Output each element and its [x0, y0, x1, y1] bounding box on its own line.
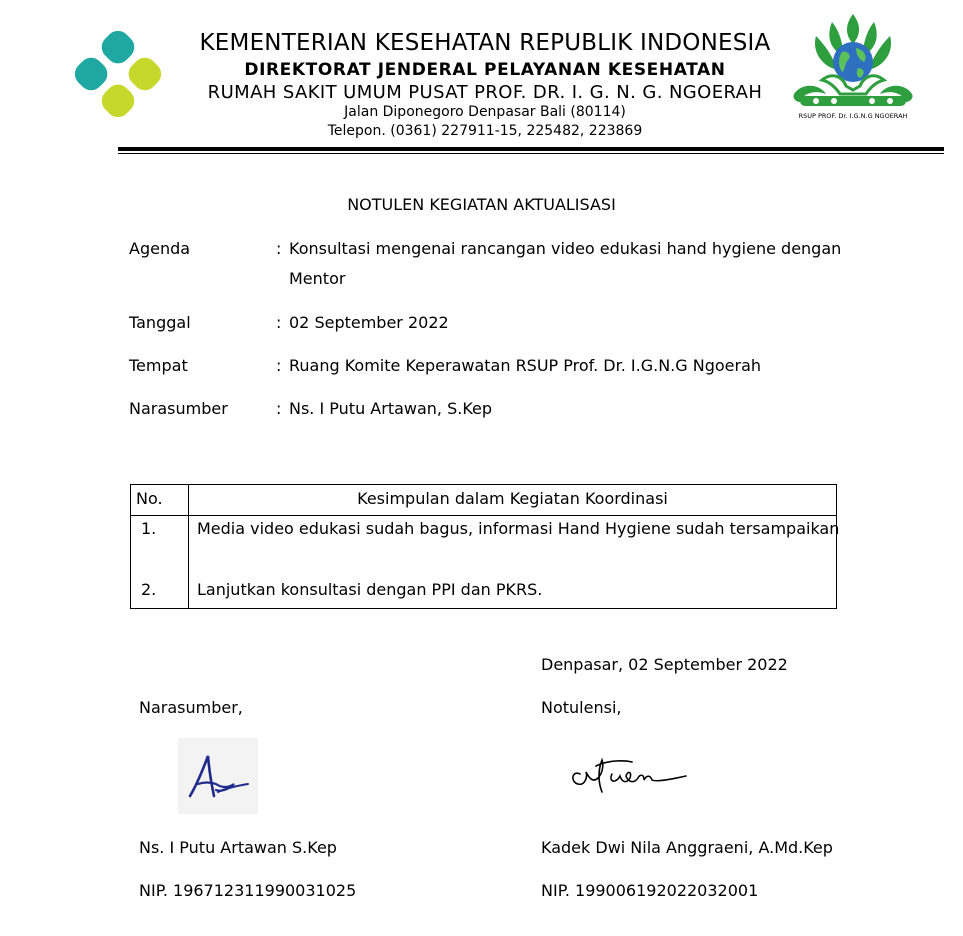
hospital-phone: Telepon. (0361) 227911-15, 225482, 223869 — [327, 123, 643, 139]
table-header-no: No. — [136, 489, 163, 508]
table-row-no: 1. — [141, 519, 157, 538]
field-value-agenda: Konsultasi mengenai rancangan video edukasi hand hygiene dengan Mentor — [289, 239, 842, 288]
field-value-tanggal: 02 September 2022 — [289, 313, 449, 332]
field-label-tanggal: Tanggal — [129, 313, 191, 332]
table-row-text: Lanjutkan konsultasi dengan PPI dan PKRS. — [197, 580, 543, 599]
narasumber-nip: NIP. 196712311990031025 — [139, 881, 357, 900]
letterhead-rule-thin — [118, 153, 944, 154]
notulensi-signature — [568, 752, 690, 800]
document-title: NOTULEN KEGIATAN AKTUALISASI — [347, 195, 616, 214]
rsup-logo-caption: RSUP PROF. Dr. I.G.N.G NGOERAH — [798, 112, 908, 120]
letterhead-rule-thick — [118, 147, 944, 151]
notulensi-role: Notulensi, — [541, 698, 622, 717]
narasumber-role: Narasumber, — [139, 698, 243, 717]
table-header-conclusion: Kesimpulan dalam Kegiatan Koordinasi — [357, 489, 668, 508]
narasumber-name: Ns. I Putu Artawan S.Kep — [139, 838, 337, 857]
hospital-name: RUMAH SAKIT UMUM PUSAT PROF. DR. I. G. N. G. NGOERAH — [207, 82, 763, 103]
field-colon: : — [276, 239, 282, 258]
field-colon: : — [276, 313, 282, 332]
ministry-name: KEMENTERIAN KESEHATAN REPUBLIK INDONESIA — [199, 30, 771, 56]
table-header-divider — [131, 515, 836, 516]
rsup-logo — [786, 10, 920, 122]
field-value-tempat: Ruang Komite Keperawatan RSUP Prof. Dr. I.G.N.G Ngoerah — [289, 356, 762, 375]
notulensi-nip: NIP. 199006192022032001 — [541, 881, 759, 900]
field-label-narasumber: Narasumber — [129, 399, 228, 418]
field-label-agenda: Agenda — [129, 239, 191, 258]
hospital-address: Jalan Diponegoro Denpasar Bali (80114) — [344, 104, 626, 120]
field-label-tempat: Tempat — [129, 356, 188, 375]
notulensi-name: Kadek Dwi Nila Anggraeni, A.Md.Kep — [541, 838, 833, 857]
kemenkes-logo — [62, 18, 174, 130]
place-date: Denpasar, 02 September 2022 — [541, 655, 788, 674]
table-row-text: Media video edukasi sudah bagus, informasi Hand Hygiene sudah tersampaikan — [197, 519, 840, 538]
field-value-narasumber: Ns. I Putu Artawan, S.Kep — [289, 399, 493, 418]
conclusion-table — [130, 484, 840, 609]
table-row-no: 2. — [141, 580, 157, 599]
narasumber-signature — [178, 738, 258, 814]
field-colon: : — [276, 356, 282, 375]
directorate-name: DIREKTORAT JENDERAL PELAYANAN KESEHATAN — [244, 60, 726, 80]
field-colon: : — [276, 399, 282, 418]
